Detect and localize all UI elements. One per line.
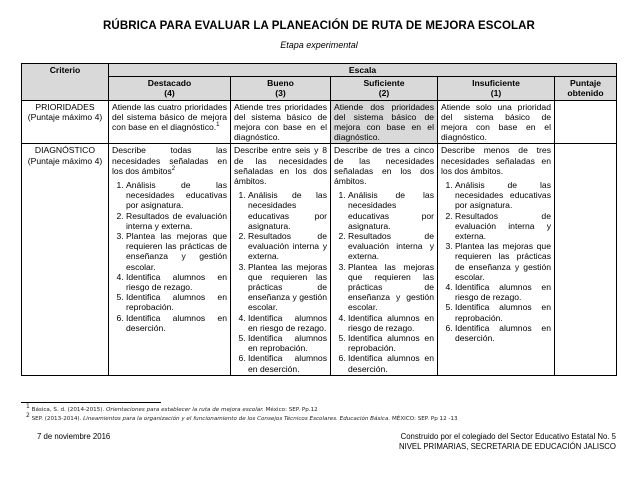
puntaje-header: Puntaje obtenido	[555, 77, 617, 100]
list-item: 6. Identifica alumnos en deserción.	[126, 313, 227, 333]
level-name: Bueno	[267, 78, 294, 89]
footnote-separator	[21, 402, 161, 403]
list-item: 1. Análisis de las necesidades educativas por asignatura.	[126, 180, 227, 211]
level-header-bueno	[231, 77, 331, 100]
puntaje-cell[interactable]	[555, 144, 617, 375]
cell-intro: Describe menos de tres necesidades señaladas en los dos ámbitos.	[441, 145, 551, 176]
document-title: RÚBRICA PARA EVALUAR LA PLANEACIÓN DE RUTA DE MEJORA ESCOLAR	[103, 20, 535, 32]
cell-text: Atiende dos prioridades del sistema básico de mejora con base en el diagnóstico.	[334, 101, 434, 143]
level-header-suficiente	[331, 77, 438, 100]
intro-text: Describe todas las necesidades señaladas en los dos ámbitos	[112, 145, 227, 176]
table-row-prioridades	[22, 100, 617, 144]
rubric-cell	[331, 144, 438, 375]
needs-list	[334, 190, 434, 374]
rubric-cell	[231, 144, 331, 375]
footer-line-2: NIVEL PRIMARIAS, SECRETARIA DE EDUCACIÓN JALISCO	[398, 442, 616, 451]
level-header-insuficiente	[438, 77, 555, 100]
level-score: (1)	[490, 88, 502, 99]
needs-list	[441, 180, 551, 343]
list-item: 6. Identifica alumnos en deserción.	[248, 353, 327, 373]
list-item: 4. Identifica alumnos en riesgo de rezago.	[348, 313, 434, 333]
document-subtitle: Etapa experimental	[280, 40, 358, 50]
criterion-cell	[22, 100, 109, 144]
list-item: 5. Identifica alumnos en reprobación.	[348, 333, 434, 353]
level-name: Destacado	[147, 78, 192, 89]
list-item: 5. Identifica alumnos en reprobación.	[126, 292, 227, 312]
list-item: 3. Plantea las mejoras que requieren las prácticas de enseñanza y gestión escolar.	[248, 262, 327, 313]
list-item: 1. Análisis de las necesidades educativas por asignatura.	[455, 180, 551, 211]
cell-text: Atiende solo una prioridad del sistema básico de mejora con base en el diagnóstico.	[441, 101, 551, 143]
rubric-cell	[109, 144, 231, 375]
rubric-cell	[438, 100, 555, 144]
level-name: Suficiente	[363, 78, 405, 89]
footer-date: 7 de noviembre 2016	[37, 432, 111, 441]
cell-text: Atiende las cuatro prioridades del sistema básico de mejora con base en el diagnóstico.	[112, 101, 227, 133]
footnote-number: 2	[26, 412, 30, 420]
needs-list	[112, 180, 227, 333]
rubric-table	[21, 63, 617, 376]
footnote-author: Básica, S. d. (2014-2015).	[31, 407, 105, 413]
footnote-title: Lineamientos para la organización y el funcionamiento de los Consejos Técnicos Escolares. Educación Básica.	[83, 416, 391, 422]
footnote-title: Orientaciones para establecer la ruta de mejora escolar.	[106, 407, 264, 413]
level-header-destacado	[109, 77, 231, 100]
list-item: 4. Identifica alumnos en riesgo de rezago.	[455, 282, 551, 302]
criterion-name: PRIORIDADES	[35, 101, 95, 112]
list-item: 2. Resultados de evaluación interna y externa.	[455, 211, 551, 242]
list-item: 1. Análisis de las necesidades educativas por asignatura.	[348, 190, 434, 231]
table-row-diagnostico	[22, 144, 617, 375]
list-item: 3. Plantea las mejoras que requieren las prácticas de enseñanza y gestión escolar.	[126, 231, 227, 272]
rubric-cell	[331, 100, 438, 144]
footer-line-1: Construido por el colegiado del Sector Educativo Estatal No. 5	[400, 432, 616, 441]
footnote-2	[26, 412, 458, 422]
list-item: 1. Análisis de las necesidades educativas por asignatura.	[248, 190, 327, 231]
needs-list	[234, 190, 327, 374]
criterion-cell	[22, 144, 109, 375]
footnote-ref: 1	[216, 122, 220, 129]
escala-header: Escala	[109, 64, 617, 77]
list-item: 3. Plantea las mejoras que requieren las prácticas de enseñanza y gestión escolar.	[348, 262, 434, 313]
level-score: (4)	[164, 88, 175, 99]
criterio-header: Criterio	[22, 64, 109, 101]
list-item: 6. Identifica alumnos en deserción.	[348, 353, 434, 373]
footnote-rest: MÉXICO: SEP. Pp 12 -13	[391, 416, 458, 422]
list-item: 4. Identifica alumnos en riesgo de rezago.	[248, 313, 327, 333]
footnote-ref: 2	[171, 165, 176, 172]
criterion-max: (Puntaje máximo 4)	[27, 111, 103, 122]
rubric-cell	[231, 100, 331, 144]
cell-intro	[112, 145, 227, 176]
puntaje-cell[interactable]	[555, 100, 617, 144]
list-item: 4. Identifica alumnos en riesgo de rezago.	[126, 272, 227, 292]
level-score: (3)	[275, 88, 286, 99]
list-item: 6. Identifica alumnos en deserción.	[455, 323, 551, 343]
list-item: 2. Resultados de evaluación interna y externa.	[348, 231, 434, 262]
list-item: 5. Identifica alumnos en reprobación.	[455, 302, 551, 322]
list-item: 2. Resultados de evaluación interna y externa.	[126, 211, 227, 231]
list-item: 2. Resultados de evaluación interna y externa.	[248, 231, 327, 262]
list-item: 3. Plantea las mejoras que requieren las prácticas de enseñanza y gestión escolar.	[455, 241, 551, 282]
level-score: (2)	[378, 88, 390, 99]
list-item: 5. Identifica alumnos en reprobación.	[248, 333, 327, 353]
footnote-1	[26, 403, 318, 413]
footnote-author: SEP. (2013-2014).	[31, 416, 82, 422]
level-name: Insuficiente	[472, 78, 520, 89]
cell-intro: Describe entre seis y 8 de las necesidades señaladas en los dos ámbitos.	[234, 145, 327, 187]
criterion-name: DIAGNÓSTICO	[34, 145, 96, 156]
rubric-cell	[438, 144, 555, 375]
cell-intro: Describe de tres a cinco de las necesidades señaladas en los dos ámbitos.	[334, 145, 434, 187]
rubric-cell	[109, 100, 231, 144]
footnote-rest: México: SEP. Pp.12	[265, 407, 318, 413]
criterion-max: (Puntaje máximo 4)	[27, 155, 103, 166]
footer-credit	[399, 432, 616, 452]
cell-text: Atiende tres prioridades del sistema básico de mejora con base en el diagnóstico.	[234, 101, 327, 143]
footnote-number: 1	[26, 403, 30, 411]
